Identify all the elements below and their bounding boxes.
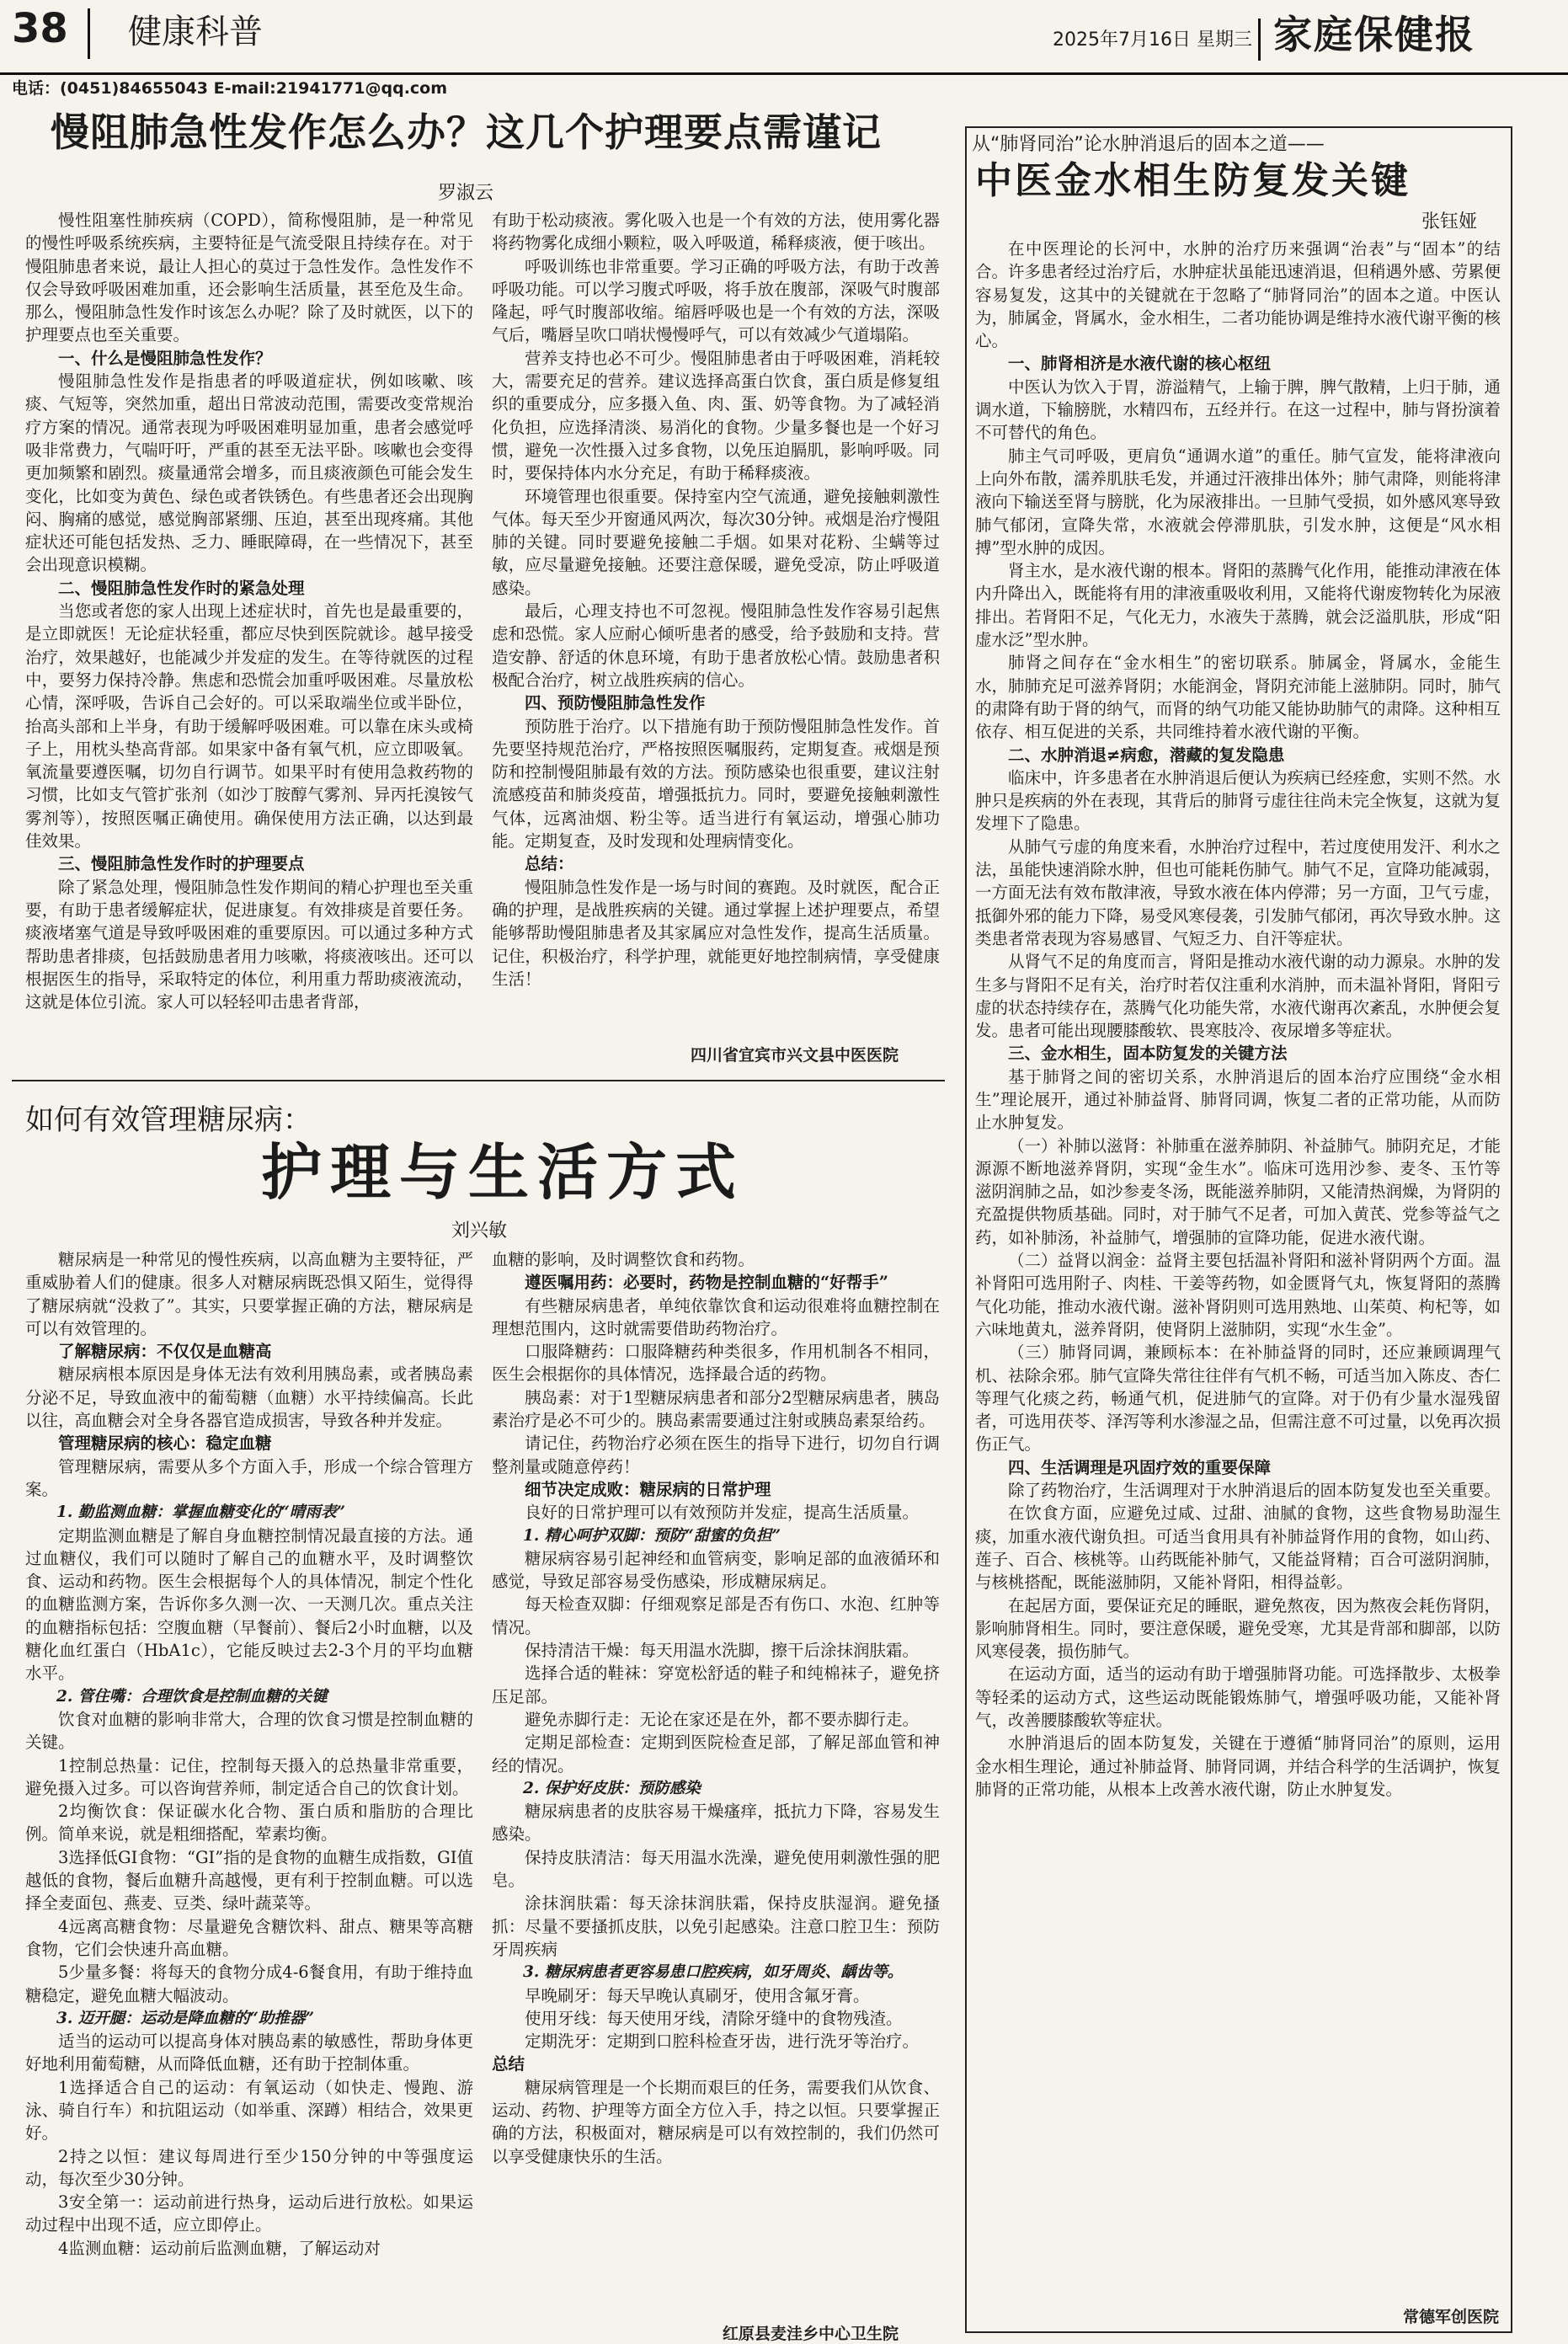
paragraph: 基于肺肾之间的密切关系，水肿消退后的固本治疗应围绕“金水相生”理论展开，通过补肺益肾、肺肾同调，恢复二者的正常功能，从而防止水肿复发。 xyxy=(975,1066,1501,1133)
article2-title: 护理与生活方式 xyxy=(261,1136,745,1208)
header-separator-right xyxy=(1258,19,1261,61)
article1-column-1 xyxy=(25,209,473,1013)
subsection-heading: 3. 迈开腿：运动是降血糖的“助推器” xyxy=(56,2009,315,2027)
paragraph: 1控制总热量：记住，控制每天摄入的总热量非常重要，避免摄入过多。可以咨询营养师，制定适合自己的饮食计划。 xyxy=(25,1755,473,1798)
paragraph: 管理糖尿病，需要从多个方面入手，形成一个综合管理方案。 xyxy=(25,1456,473,1499)
subsection-heading: 2. 保护好皮肤：预防感染 xyxy=(523,1779,701,1797)
section-heading: 三、金水相生，固本防复发的关键方法 xyxy=(1008,1044,1288,1064)
article3-affiliation: 常德军创医院 xyxy=(1403,2308,1500,2326)
paragraph: 4监测血糖：运动前后监测血糖，了解运动对 xyxy=(58,2238,381,2258)
section-heading: 三、慢阻肺急性发作时的护理要点 xyxy=(58,854,305,874)
paragraph: 慢阻肺急性发作是一场与时间的赛跑。及时就医，配合正确的护理，是战胜疾病的关键。通过掌握上述护理要点，希望能够帮助慢阻肺患者及其家属应对急性发作，提高生活质量。记住，积极治疗，科学护理，就能更好地控制病情，享受健康生活！ xyxy=(492,877,940,989)
paragraph: 在饮食方面，应避免过咸、过甜、油腻的食物，这些食物易助湿生痰，加重水液代谢负担。可适当食用具有补肺益肾作用的食物，如山药、莲子、百合、核桃等。山药既能补肺气，又能益肾精；百合可滋阴润肺，与核桃搭配，既能滋肺阴，又能补肾阳，相得益彰。 xyxy=(975,1503,1501,1593)
paragraph: （三）肺肾同调，兼顾标本：在补肺益肾的同时，还应兼顾调理气机、祛除余邪。肺气宣降失常往往伴有气机不畅，可适当加入陈皮、杏仁等理气化痰之药，畅通气机，促进肺气的宣降。对于仍有少量水湿残留者，可选用茯苓、泽泻等利水渗湿之品，但需注意不可过量，以免再次损伤正气。 xyxy=(975,1343,1501,1455)
paragraph: 定期足部检查：定期到医院检查足部，了解足部血管和神经的情况。 xyxy=(492,1733,940,1775)
subsection-heading: 1. 精心呵护双脚：预防“甜蜜的负担” xyxy=(523,1526,781,1545)
paragraph: 慢阻肺急性发作是指患者的呼吸道症状，例如咳嗽、咳痰、气短等，突然加重，超出日常波动范围，需要改变常规治疗方案的情况。通常表现为呼吸困难明显加重，患者会感觉呼吸非常费力，气喘吁吁，严重的甚至无法平卧。咳嗽也会变得更加频繁和剧烈。痰量通常会增多，而且痰液颜色可能会发生变化，比如变为黄色、绿色或者铁锈色。有些患者还会出现胸闷、胸痛的感觉，感觉胸部紧绷、压迫，甚至出现疼痛。其他症状还可能包括发热、乏力、睡眠障碍，在一些情况下，甚至会出现意识模糊。 xyxy=(25,371,473,575)
header-separator xyxy=(88,8,90,59)
paragraph: 3选择低GI食物：“GI”指的是食物的血糖生成指数，GI值越低的食物，餐后血糖升高越慢，更有利于控制血糖。可以选择全麦面包、燕麦、豆类、绿叶蔬菜等。 xyxy=(25,1847,473,1914)
paragraph: 呼吸训练也非常重要。学习正确的呼吸方法，有助于改善呼吸功能。可以学习腹式呼吸，将手放在腹部，深吸气时腹部隆起，呼气时腹部收缩。缩唇呼吸也是一个有效的方法，深吸气后，嘴唇呈吹口哨状慢慢呼气，可以有效减少气道塌陷。 xyxy=(492,256,940,345)
article1-affiliation: 四川省宜宾市兴文县中医医院 xyxy=(691,1046,899,1065)
article1-column-2 xyxy=(492,209,940,990)
header-rule xyxy=(0,72,1568,75)
paragraph: 从肺气亏虚的角度来看，水肿治疗过程中，若过度使用发汗、利水之法，虽能快速消除水肿，但也可能耗伤肺气。肺气不足，宣降功能减弱，一方面无法有效布散津液，导致水液在体内停滞；另一方面，卫气亏虚，抵御外邪的能力下降，易受风寒侵袭，引发肺气郁闭，再次导致水肿。这类患者常表现为容易感冒、气短乏力、自汗等症状。 xyxy=(975,836,1501,948)
subsection-heading: 3. 糖尿病患者更容易患口腔疾病，如牙周炎、龋齿等。 xyxy=(523,1963,904,1982)
paragraph: 定期监测血糖是了解自身血糖控制情况最直接的方法。通过血糖仪，我们可以随时了解自己的血糖水平，及时调整饮食、运动和药物。医生会根据每个人的具体情况，制定个性化的血糖监测方案，告诉你多久测一次、一天测几次。重点关注的血糖指标包括：空腹血糖（早餐前）、餐后2小时血糖，以及糖化血红蛋白（HbA1c），它能反映过去2-3个月的平均血糖水平。 xyxy=(25,1525,473,1684)
paragraph: 定期洗牙：定期到口腔科检查牙齿，进行洗牙等治疗。 xyxy=(525,2032,920,2052)
paragraph: （二）益肾以润金：益肾主要包括温补肾阳和滋补肾阴两个方面。温补肾阳可选用附子、肉桂、干姜等药物，如金匮肾气丸，恢复肾阳的蒸腾气化功能，推动水液代谢。滋补肾阴则可选用熟地、山茱萸、枸杞等，如六味地黄丸，滋养肾阴，使肾阴上滋肺阴，实现“水生金”。 xyxy=(975,1251,1501,1339)
paragraph: 2持之以恒：建议每周进行至少150分钟的中等强度运动，每次至少30分钟。 xyxy=(25,2146,473,2189)
paragraph: 适当的运动可以提高身体对胰岛素的敏感性，帮助身体更好地利用葡萄糖，从而降低血糖，还有助于控制体重。 xyxy=(25,2032,473,2074)
paragraph: 除了药物治疗，生活调理对于水肿消退后的固本防复发也至关重要。 xyxy=(1008,1481,1501,1501)
paragraph: 饮食对血糖的影响非常大，合理的饮食习惯是控制血糖的关键。 xyxy=(25,1709,473,1753)
section-title: 健康科普 xyxy=(128,13,263,51)
section-heading: 细节决定成败：糖尿病的日常护理 xyxy=(525,1479,771,1499)
paragraph: 有些糖尿病患者，单纯依靠饮食和运动很难将血糖控制在理想范围内，这时就需要借助药物治疗。 xyxy=(492,1295,940,1338)
article2-column-2 xyxy=(492,1248,940,2168)
paragraph: 糖尿病是一种常见的慢性疾病，以高血糖为主要特征，严重威胁着人们的健康。很多人对糖尿病既恐惧又陌生，觉得得了糖尿病就“没救了”。其实，只要掌握正确的方法，糖尿病是可以有效管理的。 xyxy=(25,1250,473,1338)
paragraph: 良好的日常护理可以有效预防并发症，提高生活质量。 xyxy=(525,1503,920,1523)
paragraph: 肺主气司呼吸，更肩负“通调水道”的重任。肺气宣发，能将津液向上向外布散，濡养肌肤毛发，并通过汗液排出体外；肺气肃降，则能将津液向下输送至肾与膀胱，化为尿液排出。一旦肺气受损，如外感风寒导致肺气郁闭，宣降失常，水液就会停滞肌肤，引发水肿，这便是“风水相搏”型水肿的成因。 xyxy=(975,446,1501,558)
paragraph: 临床中，许多患者在水肿消退后便认为疾病已经痊愈，实则不然。水肿只是疾病的外在表现，其背后的肺肾亏虚往往尚未完全恢复，这就为复发埋下了隐患。 xyxy=(975,767,1501,834)
issue-date: 2025年7月16日 星期三 xyxy=(1053,29,1252,51)
paragraph: 当您或者您的家人出现上述症状时，首先也是最重要的，是立即就医！无论症状轻重，都应尽快到医院就诊。越早接受治疗，效果越好，也能减少并发症的发生。在等待就医的过程中，要努力保持冷静。焦虑和恐慌会加重呼吸困难。尽量放松心情，深呼吸，告诉自己会好的。可以采取端坐位或半卧位，抬高头部和上半身，有助于缓解呼吸困难。可以靠在床头或椅子上，用枕头垫高背部。如果家中备有氧气机，应立即吸氧。氧流量要遵医嘱，切勿自行调节。如果平时有使用急救药物的习惯，比如支气管扩张剂（如沙丁胺醇气雾剂、异丙托溴铵气雾剂等），按照医嘱正确使用。确保使用方法正确，以达到最佳效果。 xyxy=(25,601,473,852)
paragraph: 肺肾之间存在“金水相生”的密切联系。肺属金，肾属水，金能生水，肺肺充足可滋养肾阴；水能润金，肾阴充沛能上滋肺阴。同时，肺气的肃降有助于肾的纳气，而肾的纳气功能又能协助肺气的肃降。这种相互依存、相互促进的关系，共同维持着水液代谢的平衡。 xyxy=(975,653,1501,742)
paragraph: 除了紧急处理，慢阻肺急性发作期间的精心护理也至关重要，有助于患者缓解症状，促进康复。有效排痰是首要任务。痰液堵塞气道是导致呼吸困难的重要原因。可以通过多种方式帮助患者排痰，包括鼓励患者用力咳嗽，将痰液咳出。还可以根据医生的指导，采取特定的体位，利用重力帮助痰液流动，这就是体位引流。家人可以轻轻叩击患者背部， xyxy=(25,877,473,1012)
article3-author: 张钰娅 xyxy=(1421,211,1478,232)
section-heading: 一、什么是慢阻肺急性发作？ xyxy=(58,348,272,368)
section-heading: 遵医嘱用药：必要时，药物是控制血糖的“好帮手” xyxy=(525,1273,888,1293)
paragraph: 有助于松动痰液。雾化吸入也是一个有效的方法，使用雾化器将药物雾化成细小颗粒，吸入呼吸道，稀释痰液，便于咳出。 xyxy=(492,211,940,254)
paragraph: 选择合适的鞋袜：穿宽松舒适的鞋子和纯棉袜子，避免挤压足部。 xyxy=(492,1663,940,1706)
section-heading: 四、生活调理是巩固疗效的重要保障 xyxy=(1008,1457,1272,1477)
paragraph: 保持皮肤清洁：每天用温水洗澡，避免使用刺激性强的肥皂。 xyxy=(492,1847,940,1891)
contact-info: 电话：(0451)84655043 E-mail:21941771@qq.com xyxy=(12,79,448,98)
paragraph: 肾主水，是水液代谢的根本。肾阳的蒸腾气化作用，能推动津液在体内升降出入，既能将有用的津液重吸收利用，又能将代谢废物转化为尿液排出。若肾阳不足，气化无力，水液失于蒸腾，就会泛溢肌肤，形成“阳虚水泛”型水肿。 xyxy=(975,561,1501,650)
newspaper-name: 家庭保健报 xyxy=(1273,12,1475,57)
page-number: 38 xyxy=(12,5,68,52)
paragraph: 中医认为饮入于胃，游溢精气，上输于脾，脾气散精，上归于肺，通调水道，下输膀胱，水精四布，五经并行。在这一过程中，肺与肾扮演着不可替代的角色。 xyxy=(975,376,1501,443)
paragraph: 2均衡饮食：保证碳水化合物、蛋白质和脂肪的合理比例。简单来说，就是粗细搭配，荤素均衡。 xyxy=(25,1802,473,1845)
paragraph: 糖尿病患者的皮肤容易干燥瘙痒，抵抗力下降，容易发生感染。 xyxy=(492,1802,940,1845)
article-divider xyxy=(12,1080,945,1081)
paragraph: 预防胜于治疗。以下措施有助于预防慢阻肺急性发作。首先要坚持规范治疗，严格按照医嘱服药，定期复查。戒烟是预防和控制慢阻肺最有效的方法。预防感染也很重要，建议注射流感疫苗和肺炎疫苗，增强抵抗力。同时，要避免接触刺激性气体，远离油烟、粉尘等。适当进行有氧运动，增强心肺功能。定期复查，及时发现和处理病情变化。 xyxy=(492,716,940,852)
subsection-heading: 1. 勤监测血糖：掌握血糖变化的“晴雨表” xyxy=(56,1503,346,1522)
section-heading: 总结 xyxy=(492,2054,525,2074)
paragraph: 环境管理也很重要。保持室内空气流通，避免接触刺激性气体。每天至少开窗通风两次，每次30分钟。戒烟是治疗慢阻肺的关键。同时要避免接触二手烟。如果对花粉、尘螨等过敏，应尽量避免接触。还要注意保暖，避免受凉，防止呼吸道感染。 xyxy=(492,486,940,598)
paragraph: 4远离高糖食物：尽量避免含糖饮料、甜点、糖果等高糖食物，它们会快速升高血糖。 xyxy=(25,1916,473,1959)
article1-title: 慢阻肺急性发作怎么办？这几个护理要点需谨记 xyxy=(51,109,882,155)
article3-body xyxy=(975,238,1501,1801)
paragraph: 营养支持也必不可少。慢阻肺患者由于呼吸困难，消耗较大，需要充足的营养。建议选择高蛋白饮食，蛋白质是修复组织的重要成分，应多摄入鱼、肉、蛋、奶等食物。为了减轻消化负担，应选择清淡、易消化的食物。少量多餐也是一个好习惯，避免一次性摄入过多食物，以免压迫膈肌，影响呼吸。同时，要保持体内水分充足，有助于稀释痰液。 xyxy=(492,348,940,483)
section-heading: 管理糖尿病的核心：稳定血糖 xyxy=(58,1434,272,1454)
paragraph: 从肾气不足的角度而言，肾阳是推动水液代谢的动力源泉。水肿的发生多与肾阳不足有关，治疗时若仅注重利水消肿，而未温补肾阳，肾阳亏虚的状态持续存在，蒸腾气化功能失常，水液代谢再次紊乱，水肿便会复发。患者可能出现腰膝酸软、畏寒肢冷、夜尿增多等症状。 xyxy=(975,952,1501,1041)
paragraph: 最后，心理支持也不可忽视。慢阻肺急性发作容易引起焦虑和恐慌。家人应耐心倾听患者的感受，给予鼓励和支持。营造安静、舒适的休息环境，有助于患者放松心情。鼓励患者积极配合治疗，树立战胜疾病的信心。 xyxy=(492,601,940,690)
paragraph: 水肿消退后的固本防复发，关键在于遵循“肺肾同治”的原则，运用金水相生理论，通过补肺益肾、肺肾同调，并结合科学的生活调护，恢复肺肾的正常功能，从根本上改善水液代谢，防止水肿复发。 xyxy=(975,1733,1501,1799)
section-heading: 总结： xyxy=(525,854,574,874)
paragraph: 慢性阻塞性肺疾病（COPD），简称慢阻肺，是一种常见的慢性呼吸系统疾病，主要特征是气流受限且持续存在。对于慢阻肺患者来说，最让人担心的莫过于急性发作。急性发作不仅会导致呼吸困难加重，还会影响生活质量，甚至危及生命。那么，慢阻肺急性发作时该怎么办呢？除了及时就医，以下的护理要点也至关重要。 xyxy=(25,211,473,345)
paragraph: 涂抹润肤霜：每天涂抹润肤霜，保持皮肤湿润。避免搔抓：尽量不要搔抓皮肤，以免引起感染。注意口腔卫生：预防牙周疾病 xyxy=(492,1893,940,1959)
section-heading: 二、水肿消退≠病愈，潜藏的复发隐患 xyxy=(1008,745,1285,765)
article2-author: 刘兴敏 xyxy=(451,1220,508,1241)
article2-affiliation: 红原县麦洼乡中心卫生院 xyxy=(723,2325,899,2343)
section-heading: 了解糖尿病：不仅仅是血糖高 xyxy=(58,1342,272,1362)
paragraph: 避免赤脚行走：无论在家还是在外，都不要赤脚行走。 xyxy=(525,1709,920,1729)
paragraph: 在起居方面，要保证充足的睡眠，避免熬夜，因为熬夜会耗伤肾阴，影响肺肾相生。同时，要注意保暖，避免受寒，尤其是背部和脚部，以防风寒侵袭，损伤肺气。 xyxy=(975,1595,1501,1662)
paragraph: 血糖的影响，及时调整饮食和药物。 xyxy=(492,1250,755,1269)
article2-kicker: 如何有效管理糖尿病： xyxy=(25,1103,312,1137)
paragraph: 在中医理论的长河中，水肿的治疗历来强调“治表”与“固本”的结合。许多患者经过治疗后，水肿症状虽能迅速消退，但稍遇外感、劳累便容易复发，这其中的关键就在于忽略了“肺肾同治”的固本之道。中医认为，肺属金，肾属水，金水相生，二者功能协调是维持水液代谢平衡的核心。 xyxy=(975,239,1501,351)
paragraph: 糖尿病管理是一个长期而艰巨的任务，需要我们从饮食、运动、药物、护理等方面全方位入手，持之以恒。只要掌握正确的方法，积极面对，糖尿病是可以有效控制的，我们仍然可以享受健康快乐的生活。 xyxy=(492,2077,940,2166)
section-heading: 一、肺肾相济是水液代谢的核心枢纽 xyxy=(1008,354,1272,374)
article3-title: 中医金水相生防复发关键 xyxy=(975,159,1411,202)
paragraph: 胰岛素：对于1型糖尿病患者和部分2型糖尿病患者，胰岛素治疗是必不可少的。胰岛素需要通过注射或胰岛素泵给药。 xyxy=(492,1387,940,1431)
paragraph: 使用牙线：每天使用牙线，清除牙缝中的食物残渣。 xyxy=(525,2008,903,2028)
section-heading: 四、预防慢阻肺急性发作 xyxy=(525,693,706,713)
paragraph: 1选择适合自己的运动：有氧运动（如快走、慢跑、游泳、骑自行车）和抗阻运动（如举重、深蹲）相结合，效果更好。 xyxy=(25,2077,473,2144)
paragraph: 在运动方面，适当的运动有助于增强肺肾功能。可选择散步、太极拳等轻柔的运动方式，这些运动既能锻炼肺气，增强呼吸功能，又能补肾气，改善腰膝酸软等症状。 xyxy=(975,1664,1501,1730)
paragraph: 糖尿病根本原因是身体无法有效利用胰岛素，或者胰岛素分泌不足，导致血液中的葡萄糖（血糖）水平持续偏高。长此以往，高血糖会对全身各器官造成损害，导致各种并发症。 xyxy=(25,1364,473,1431)
subsection-heading: 2. 管住嘴：合理饮食是控制血糖的关键 xyxy=(56,1687,328,1706)
paragraph: 每天检查双脚：仔细观察足部是否有伤口、水泡、红肿等情况。 xyxy=(492,1594,940,1637)
paragraph: 保持清洁干燥：每天用温水洗脚，擦干后涂抹润肤霜。 xyxy=(525,1641,920,1661)
article1-author: 罗淑云 xyxy=(438,183,494,204)
paragraph: 糖尿病容易引起神经和血管病变，影响足部的血液循环和感觉，导致足部容易受伤感染，形成糖尿病足。 xyxy=(492,1548,940,1592)
paragraph: （一）补肺以滋肾：补肺重在滋养肺阴、补益肺气。肺阴充足，才能源源不断地滋养肾阴，实现“金生水”。临床可选用沙参、麦冬、玉竹等滋阴润肺之品，如沙参麦冬汤，既能滋养肺阴，又能清热润燥，为肾阴的充盈提供物质基础。同时，对于肺气不足者，可加入黄芪、党参等益气之药，如补肺汤，补益肺气，增强肺的宣降功能，促进水液代谢。 xyxy=(975,1135,1501,1247)
article3-kicker: 从“肺肾同治”论水肿消退后的固本之道—— xyxy=(972,134,1325,155)
paragraph: 5少量多餐：将每天的食物分成4-6餐食用，有助于维持血糖稳定，避免血糖大幅波动。 xyxy=(25,1962,473,2005)
section-heading: 二、慢阻肺急性发作时的紧急处理 xyxy=(58,578,305,598)
paragraph: 3安全第一：运动前进行热身，运动后进行放松。如果运动过程中出现不适，应立即停止。 xyxy=(25,2192,473,2235)
paragraph: 口服降糖药：口服降糖药种类很多，作用机制各不相同，医生会根据你的具体情况，选择最合适的药物。 xyxy=(492,1342,940,1385)
paragraph: 请记住，药物治疗必须在医生的指导下进行，切勿自行调整剂量或随意停药！ xyxy=(492,1434,940,1476)
article2-column-1 xyxy=(25,1248,473,2260)
paragraph: 早晚刷牙：每天早晚认真刷牙，使用含氟牙膏。 xyxy=(525,1985,870,2005)
